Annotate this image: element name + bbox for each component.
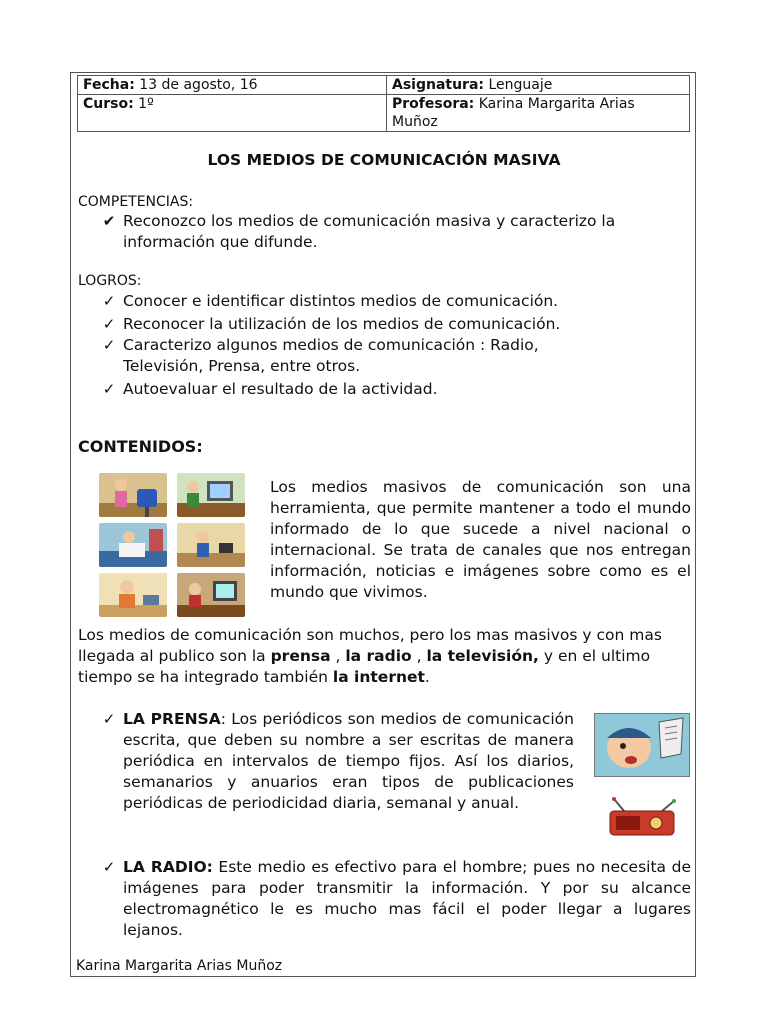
newspaper-reader-illustration bbox=[594, 713, 690, 777]
logro-item: Autoevaluar el resultado de la actividad. bbox=[123, 380, 438, 398]
reading-tile bbox=[99, 523, 167, 567]
children-media-illustration bbox=[99, 473, 249, 618]
check-icon: ✓ bbox=[102, 858, 116, 876]
curso-cell: Curso: 1º bbox=[78, 95, 387, 132]
check-icon: ✓ bbox=[102, 315, 116, 333]
prensa-item: LA PRENSA: Los periódicos son medios de comunicación escrita, que deben su nombre a ser escritas de manera periódica en intervalos de tiempo fijos. Así los diarios, semanarios y anuarios eran tipos de publicaciones periódicas de periodicidad diaria, semanal y anual. bbox=[123, 710, 574, 812]
mailbox-tile bbox=[99, 473, 167, 517]
competencia-item: Reconozco los medios de comunicación masiva y caracterizo la información que difunde. bbox=[123, 212, 616, 251]
radio-listening-tile bbox=[99, 573, 167, 617]
radio-item: LA RADIO: Este medio es efectivo para el hombre; pues no necesita de imágenes para poder transmitir la información. Y por su alcance electromagnético le es mucho mas fácil el poder llegar a lugares lejanos. bbox=[123, 858, 691, 939]
check-icon: ✓ bbox=[102, 710, 116, 728]
page-title: LOS MEDIOS DE COMUNICACIÓN MASIVA bbox=[207, 151, 561, 169]
competencias-heading: COMPETENCIAS: bbox=[78, 194, 194, 210]
footer-author: Karina Margarita Arias Muñoz bbox=[76, 958, 283, 974]
computer-tile bbox=[177, 473, 245, 517]
radio-illustration bbox=[604, 797, 684, 839]
logro-item: Conocer e identificar distintos medios de comunicación. bbox=[123, 292, 559, 310]
check-icon: ✔ bbox=[102, 212, 116, 230]
contenidos-paragraph: Los medios de comunicación son muchos, pero los mas masivos y con mas llegada al publico son la prensa , la radio , la televisión, y en el ultimo tiempo se ha integrado también la internet. bbox=[78, 626, 662, 686]
header-table bbox=[77, 75, 690, 132]
check-icon: ✓ bbox=[102, 292, 116, 310]
check-icon: ✓ bbox=[102, 336, 116, 354]
contenidos-heading: CONTENIDOS: bbox=[78, 437, 203, 456]
profesora-cell: Profesora: Karina Margarita Arias Muñoz bbox=[387, 95, 690, 132]
asignatura-cell: Asignatura: Lenguaje bbox=[387, 76, 690, 95]
tv-tile bbox=[177, 573, 245, 617]
document-page bbox=[70, 72, 696, 977]
logro-item: Caracterizo algunos medios de comunicación : Radio, Televisión, Prensa, entre otros. bbox=[123, 336, 539, 375]
contenidos-intro: Los medios masivos de comunicación son una herramienta, que permite mantener a todo el mundo informado de lo que sucede a nivel nacional o internacional. Se trata de canales que nos entregan información, noticias e imágenes sobre como es el mundo que vivimos. bbox=[270, 478, 691, 601]
fecha-cell: Fecha: 13 de agosto, 16 bbox=[78, 76, 387, 95]
check-icon: ✓ bbox=[102, 380, 116, 398]
logros-heading: LOGROS: bbox=[78, 273, 142, 289]
phone-tile bbox=[177, 523, 245, 567]
logro-item: Reconocer la utilización de los medios de comunicación. bbox=[123, 315, 561, 333]
